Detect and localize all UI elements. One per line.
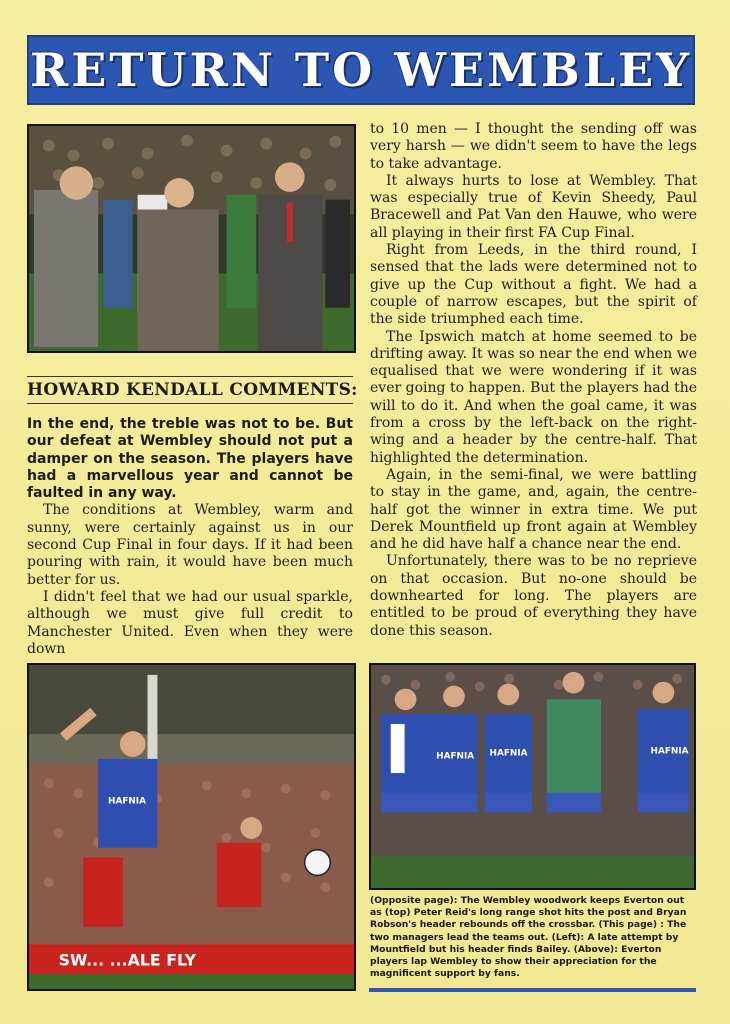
hoarding-text: SW... ...ALE FLY xyxy=(58,950,197,970)
paragraph: I didn't feel that we had our usual sparkle, although we must give full credit to Manchester United. Even when they were down xyxy=(27,588,353,657)
paragraph: Unfortunately, there was to be no reprieve on that occasion. But no-one should be downhearted for long. The players are entitled to be proud of everything they have done this season. xyxy=(370,553,697,639)
paragraph: The conditions at Wembley, warm and sunny, were certainly against us in our second Cup Final in four days. If it had been pouring with rain, it would have been much better for us. xyxy=(27,502,353,588)
shirt-sponsor-text: HAFNIA xyxy=(108,796,146,807)
title-banner xyxy=(27,35,695,105)
shirt-sponsor-text: HAFNIA xyxy=(650,746,689,757)
comments-heading: HOWARD KENDALL COMMENTS: xyxy=(27,380,358,400)
left-text-column xyxy=(27,416,353,658)
managers-lead-teams-photo xyxy=(27,124,356,353)
shirt-sponsor-text: HAFNIA xyxy=(436,751,475,762)
everton-lap-of-honour-photo xyxy=(369,663,696,890)
caption-rule xyxy=(369,988,696,992)
photo-caption: (Opposite page): The Wembley woodwork keeps Everton out as (top) Peter Reid's long range shot hits the post and Bryan Robson's header rebounds off the crossbar. (This page) : The two managers lead the teams out. (Left): A late attempt by Mountfield but his header finds Bailey. (Above): Everton players lap Wembley to show their appreciation for the magnificent support by fans. xyxy=(370,895,687,980)
comments-heading-rule xyxy=(27,376,358,404)
paragraph: to 10 men — I thought the sending off was very harsh — we didn't seem to have the legs to take advantage. xyxy=(370,121,697,172)
right-text-column xyxy=(370,121,697,640)
lead-paragraph: In the end, the treble was not to be. But our defeat at Wembley should not put a damper on the season. The players have had a marvellous year and cannot be faulted in any way. xyxy=(27,416,353,502)
paragraph: It always hurts to lose at Wembley. That was especially true of Kevin Sheedy, Paul Bracewell and Pat Van den Hauwe, who were all playing in their first FA Cup Final. xyxy=(370,172,697,241)
paragraph: Again, in the semi-final, we were battling to stay in the game, and, again, the centre-half got the winner in extra time. We put Derek Mountfield up front again at Wembley and he did have half a chance near the end. xyxy=(370,466,697,553)
page-title: RETURN TO WEMBLEY xyxy=(29,43,692,97)
paragraph: Right from Leeds, in the third round, I sensed that the lads were determined not to give up the Cup without a fight. We had a couple of narrow escapes, but the spirit of the side triumphed each time. xyxy=(370,242,697,328)
mountfield-header-photo xyxy=(27,663,356,991)
paragraph: The Ipswich match at home seemed to be drifting away. It was so near the end when we equalised that we were wondering if it was ever going to happen. But the players had the will to do it. And when the goal came, it was from a cross by the left-back on the right-wing and a header by the centre-half. That highlighted the determination. xyxy=(370,328,698,466)
shirt-sponsor-text: HAFNIA xyxy=(489,748,528,759)
